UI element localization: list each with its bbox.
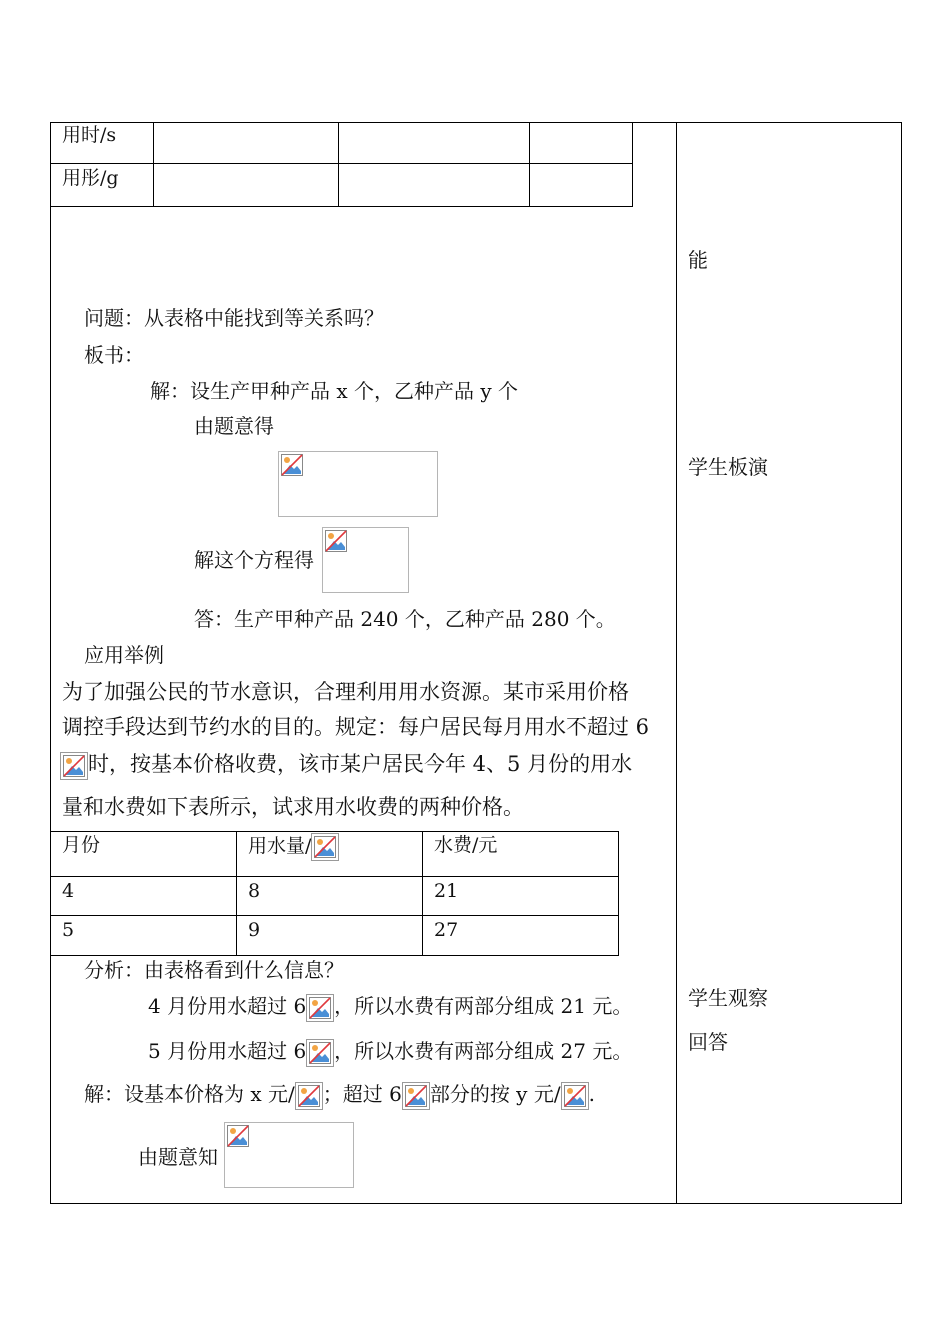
water-table-cell: 8 <box>248 880 261 902</box>
analysis-solve-a: 解：设基本价格为 x 元/ <box>84 1082 295 1106</box>
broken-image-icon <box>227 1125 249 1147</box>
board-label: 板书： <box>84 343 144 367</box>
problem-line-3: 时，按基本价格收费，该市某户居民今年 4、5 月份的用水 <box>88 752 633 776</box>
analysis-line-2-a: 5 月份用水超过 6 <box>148 1039 307 1063</box>
top-table-col-line <box>529 122 530 207</box>
analysis-line-1-a: 4 月份用水超过 6 <box>148 994 307 1018</box>
water-table-row-line <box>50 876 618 877</box>
right-note-answer: 回答 <box>688 1030 728 1054</box>
by-problem-know-label: 由题意知 <box>138 1145 218 1169</box>
analysis-solve-b: ；超过 6 <box>322 1082 402 1106</box>
answer-text: 答：生产甲种产品 240 个，乙种产品 280 个。 <box>194 607 616 631</box>
broken-image-icon <box>295 1082 323 1110</box>
broken-image-icon <box>281 454 303 476</box>
broken-image-icon <box>306 994 334 1022</box>
analysis-solve-c: 部分的按 y 元/ <box>429 1082 561 1106</box>
water-table-col-line <box>422 831 423 955</box>
equation-system-image <box>278 451 438 517</box>
broken-image-icon <box>561 1082 589 1110</box>
analysis-line-1-b: ，所以水费有两部分组成 21 元。 <box>334 994 633 1018</box>
analysis-line-2-b: ，所以水费有两部分组成 27 元。 <box>334 1039 633 1063</box>
top-table-col-line <box>153 122 154 207</box>
solution-image <box>322 527 409 593</box>
water-table-header-fee: 水费/元 <box>434 834 498 856</box>
solution-setup: 解：设生产甲种产品 x 个，乙种产品 y 个 <box>150 379 519 403</box>
analysis-title: 分析：由表格看到什么信息？ <box>84 958 344 982</box>
by-problem-label: 由题意得 <box>194 414 274 438</box>
right-note-neng: 能 <box>688 248 708 272</box>
water-table-cell: 21 <box>434 880 459 902</box>
top-table-row-line <box>50 163 633 164</box>
water-table-header-month: 月份 <box>62 834 101 856</box>
top-table-col-line <box>632 122 633 207</box>
top-table-label-time: 用时/s <box>62 124 117 146</box>
problem-line-3-wrap <box>60 750 632 780</box>
water-table-cell: 9 <box>248 919 261 941</box>
top-table-bottom-line <box>50 206 633 207</box>
water-table-header-usage: 用水量/ <box>248 835 312 857</box>
column-divider <box>676 122 677 1203</box>
water-table-cell: 4 <box>62 880 75 902</box>
water-table-row-line <box>50 915 618 916</box>
broken-image-icon <box>60 752 88 780</box>
water-table-cell: 5 <box>62 919 75 941</box>
broken-image-icon <box>402 1082 430 1110</box>
broken-image-icon <box>325 530 347 552</box>
broken-image-icon <box>306 1039 334 1067</box>
top-table-label-shape: 用彤/g <box>62 167 119 189</box>
equation-system-image-2 <box>224 1122 354 1188</box>
water-table-header-usage-wrap <box>248 832 339 861</box>
problem-line-4: 量和水费如下表所示，试求用水收费的两种价格。 <box>62 795 524 819</box>
water-table-col-line <box>236 831 237 955</box>
right-note-observe: 学生观察 <box>688 986 768 1010</box>
analysis-line-1 <box>148 991 632 1022</box>
right-note-board-demo: 学生板演 <box>688 455 768 479</box>
analysis-solve-line <box>84 1079 595 1110</box>
water-table-cell: 27 <box>434 919 459 941</box>
top-table-col-line <box>338 122 339 207</box>
broken-image-icon <box>311 833 339 861</box>
problem-line-1: 为了加强公民的节水意识，合理利用用水资源。某市采用价格 <box>62 680 629 704</box>
solve-equation-label: 解这个方程得 <box>194 548 314 572</box>
application-title: 应用举例 <box>84 643 164 667</box>
question-text: 问题：从表格中能找到等关系吗？ <box>84 306 384 330</box>
analysis-line-2 <box>148 1036 632 1067</box>
problem-line-2: 调控手段达到节约水的目的。规定：每户居民每月用水不超过 6 <box>62 715 650 739</box>
analysis-solve-d: . <box>588 1082 595 1106</box>
